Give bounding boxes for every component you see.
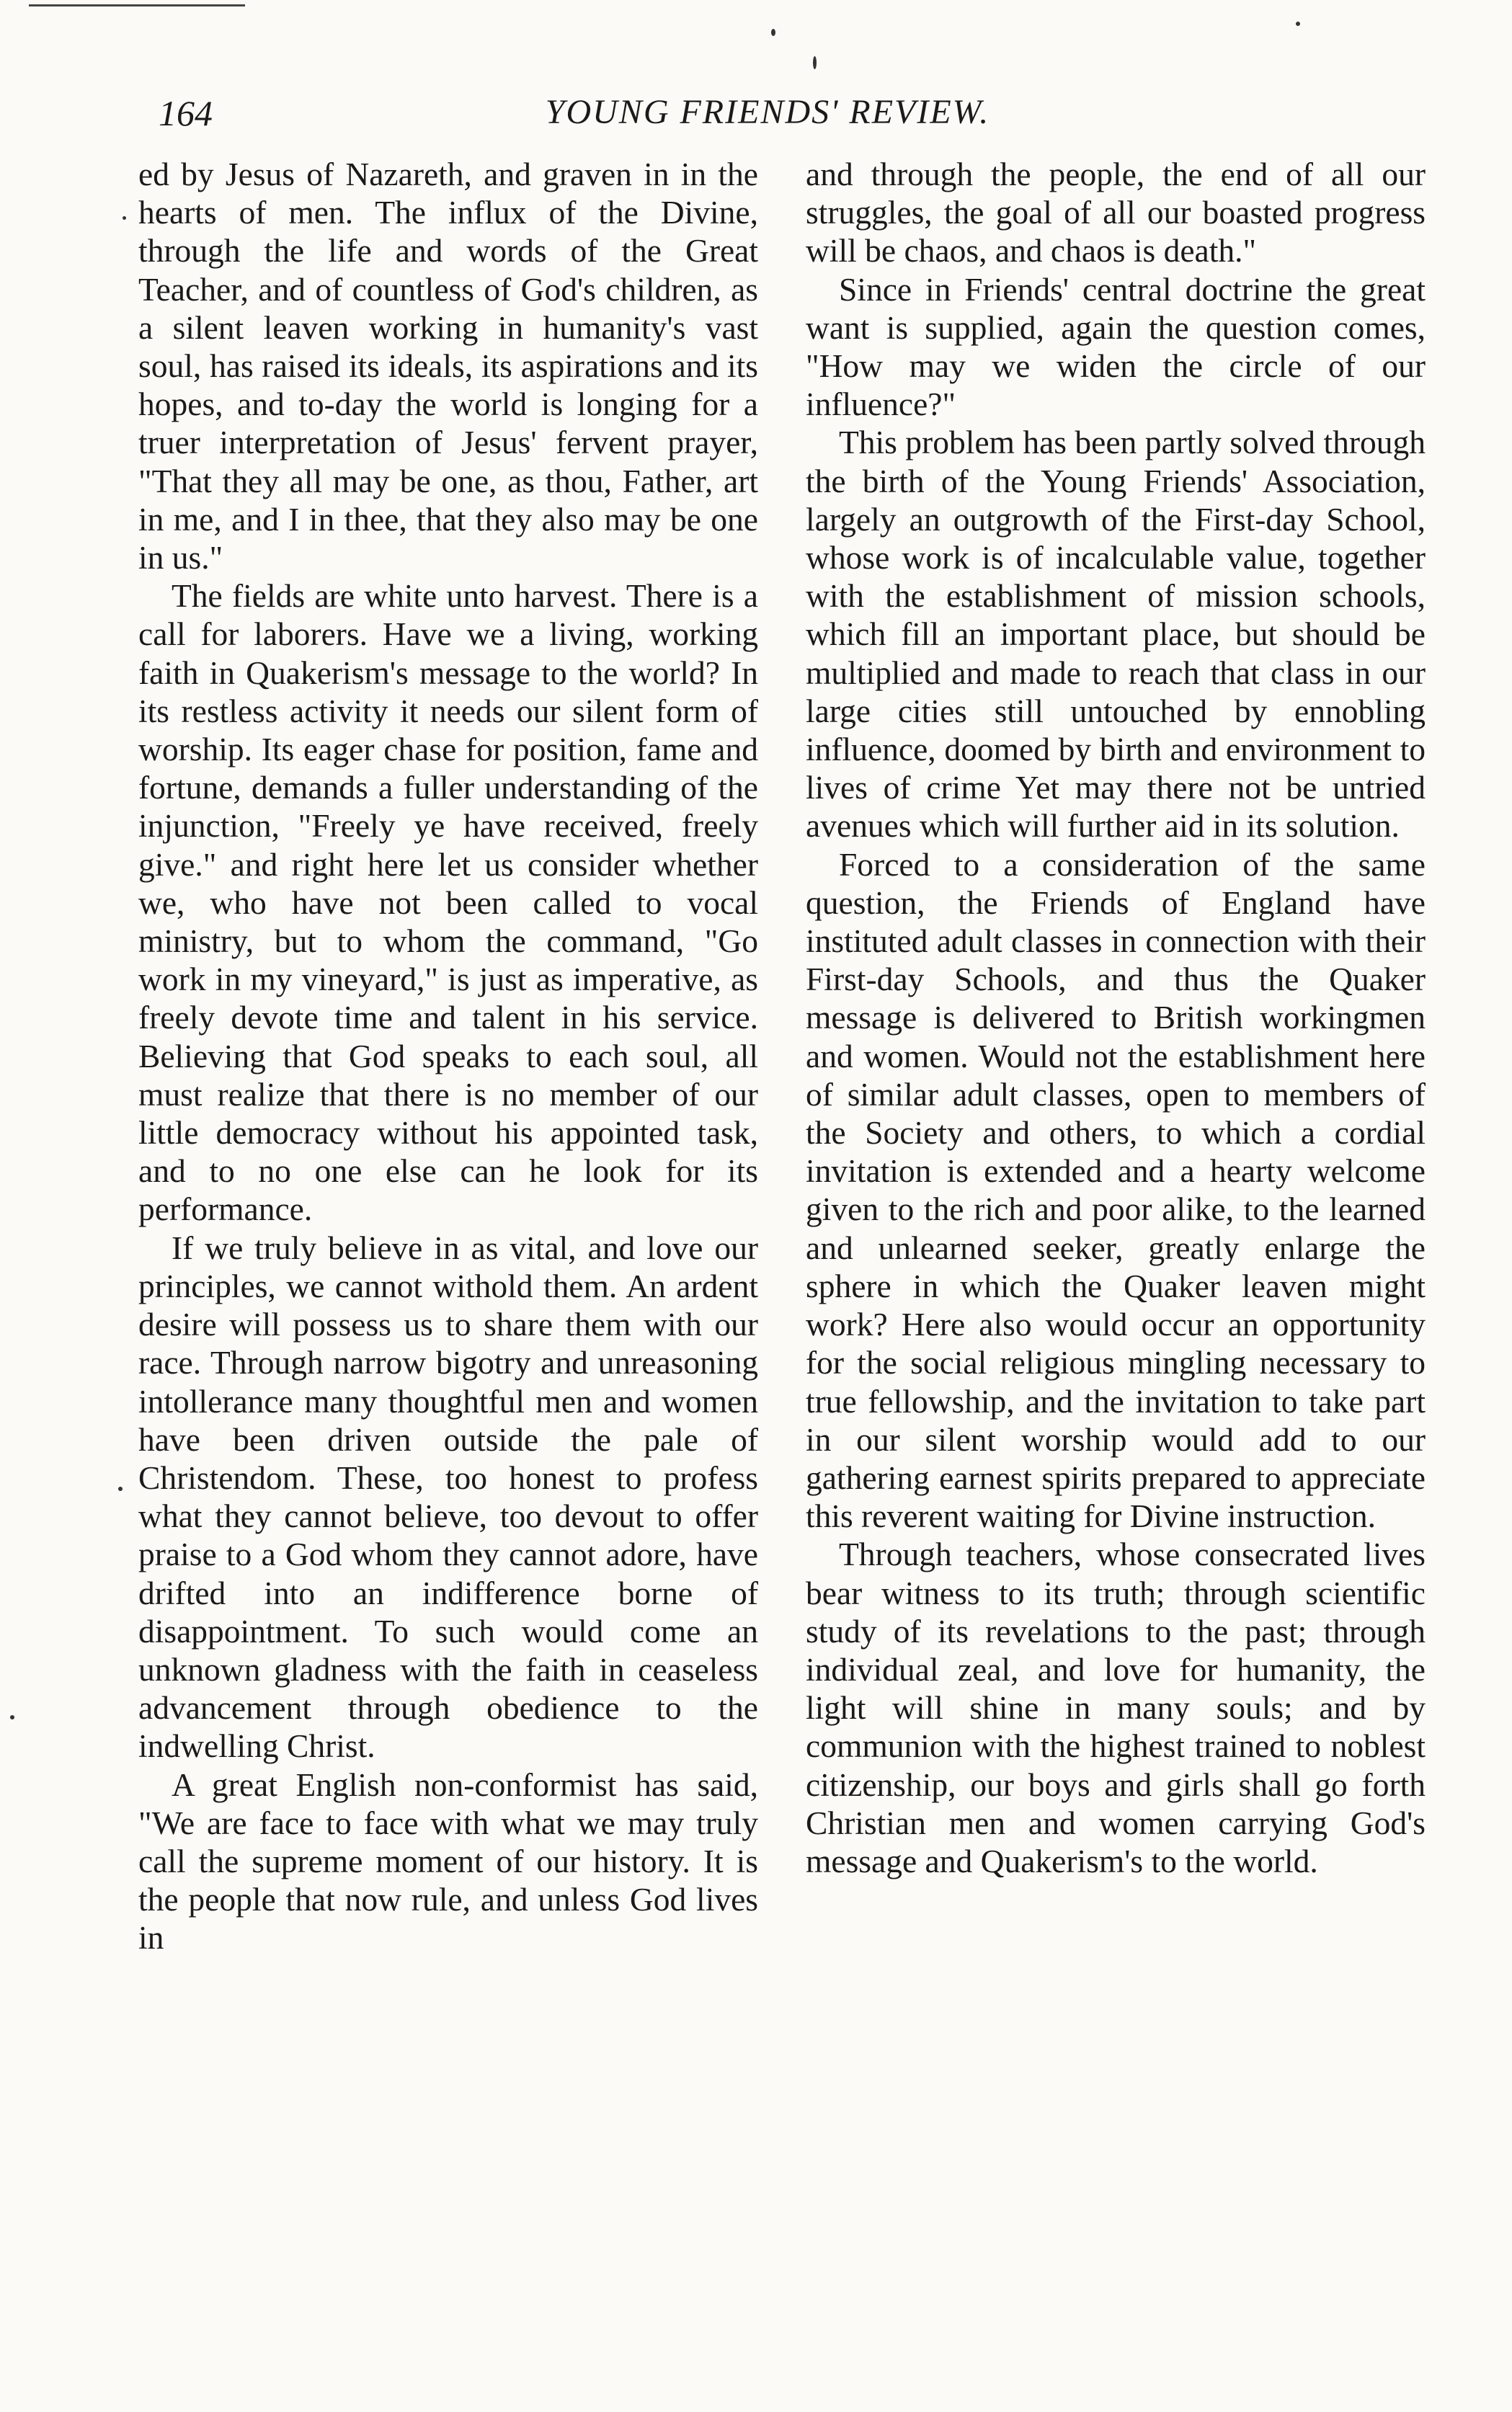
paragraph: The fields are white unto harvest. There is a call for laborers. Have we a living, working faith in Quakerism's message to the world? In its restless activity it needs our silent form of worship. Its eager chase for position, fame and fortune, demands a fuller understanding of the injunction, "Freely ye have received, freely give." and right here let us consider whether we, who have not been called to vocal ministry, but to whom the command, "Go work in my vineyard," is just as imperative, as freely devote time and talent in his service. Believing that God speaks to each soul, all must realize that there is no member of our little democracy without his appointed task, and to no one else can he look for its performance. (138, 577, 758, 1228)
page-header (159, 92, 1377, 150)
paragraph: Through teachers, whose consecrated lives bear witness to its truth; through scientific study of its revelations to the past; through individual zeal, and love for humanity, the light will shine in many souls; and by communion with the highest trained to noblest citizenship, our boys and girls shall go forth Christian men and women carrying God's message and Quakerism's to the world. (806, 1536, 1426, 1879)
scan-speck (118, 1487, 123, 1491)
running-title: YOUNG FRIENDS' REVIEW. (545, 93, 990, 131)
paragraph: ed by Jesus of Nazareth, and graven in in the hearts of men. The influx of the Divine, through the life and words of the Great Teacher, and of countless of God's children, as a silent leaven working in humanity's vast soul, has raised its ideals, its aspirations and its hopes, and to-day the world is longing for a truer interpretation of Jesus' fervent prayer, "That they all may be one, as thou, Father, art in me, and I in thee, that they also may be one in us." (138, 156, 758, 577)
left-column (138, 155, 758, 1957)
paragraph: If we truly believe in as vital, and love our principles, we cannot withold them. An ardent desire will possess us to share them with our race. Through narrow bigotry and unreasoning intollerance many thoughtful men and women have been driven outside the pale of Christendom. These, too honest to profess what they cannot believe, too devout to offer praise to a God whom they cannot adore, have drifted into an indifference borne of disappointment. To such would come an unknown gladness with the faith in ceaseless advancement through obedience to the indwelling Christ. (138, 1229, 758, 1765)
paragraph: A great English non-conformist has said, "We are face to face with what we may truly call the supreme moment of our history. It is the people that now rule, and unless God lives in (138, 1766, 758, 1957)
scan-speck (123, 216, 126, 220)
scan-edge-rule (29, 4, 245, 6)
paragraph: Forced to a consideration of the same question, the Friends of England have instituted adult classes in connection with their First-day Schools, and thus the Quaker message is delivered to British workingmen and women. Would not the establishment here of similar adult classes, open to members of the Society and others, to which a cordial invitation is extended and a hearty welcome given to the rich and poor alike, to the learned and unlearned seeker, greatly enlarge the sphere in which the Quaker leaven might work? Here also would occur an opportunity for the social religious mingling necessary to true fellowship, and the invitation to take part in our silent worship would add to our gathering earnest spirits prepared to appreciate this reverent waiting for Divine instruction. (806, 845, 1426, 1535)
paragraph: This problem has been partly solved through the birth of the Young Friends' Association, largely an outgrowth of the First-day School, whose work is of incalculable value, together with the establishment of mission schools, which fill an important place, but should be multiplied and made to reach that class in our large cities still untouched by ennobling influence, doomed by birth and environment to lives of crime Yet may there not be untried avenues which will further aid in its solution. (806, 424, 1426, 845)
paragraph: Since in Friends' central doctrine the great want is supplied, again the question comes, "How may we widen the circle of our influence?" (806, 270, 1426, 423)
scan-speck (813, 56, 817, 69)
page-number: 164 (159, 93, 213, 133)
scan-speck (1296, 22, 1300, 26)
right-column (806, 155, 1426, 1880)
paragraph: and through the people, the end of all our struggles, the goal of all our boasted progress will be chaos, and chaos is death." (806, 156, 1426, 270)
scan-speck (771, 29, 775, 36)
scan-speck (10, 1715, 14, 1719)
